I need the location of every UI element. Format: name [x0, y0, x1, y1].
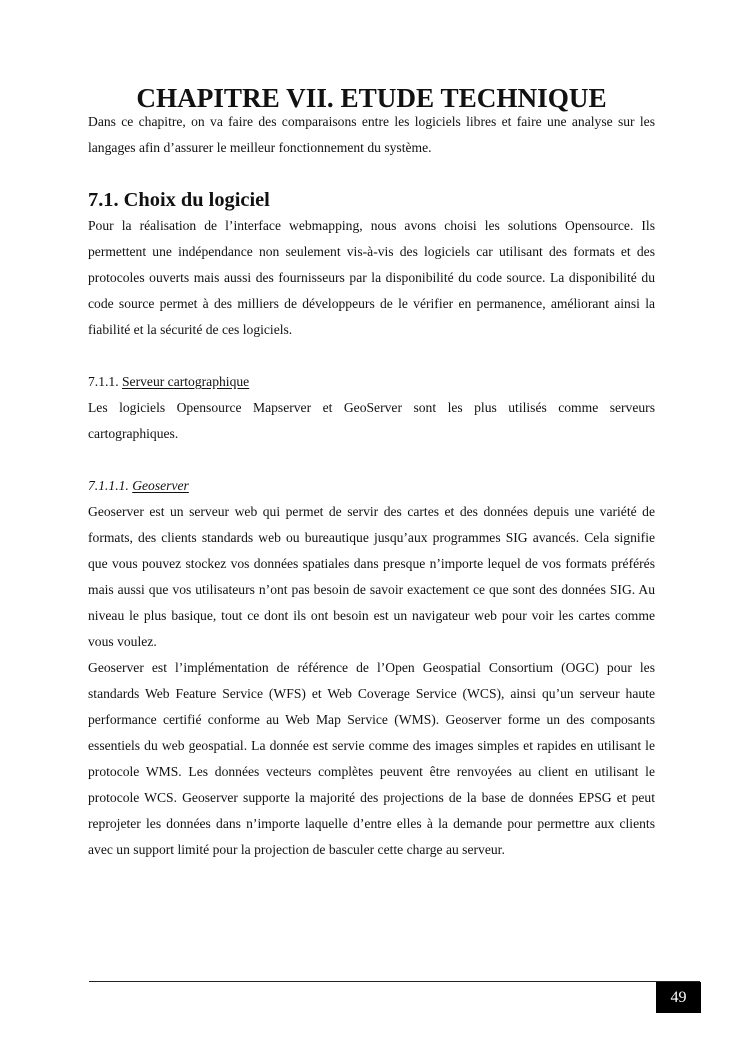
geoserver-paragraph-1: Geoserver est un serveur web qui permet de servir des cartes et des données depuis une variété de formats, des clients standards web ou bureautique jusqu’aux programmes SIG avancés. Cela signifie que vous pouvez stockez vos données spatiales dans presque n’importe lequel de vos formats préférés mais aussi que vos utilisateurs n’ont pas besoin de savoir exactement ce que sont des données SIG. Au niveau le plus basique, tout ce dont ils ont besoin est un navigateur web pour voir les cartes comme vous voulez. [88, 504, 655, 649]
chapter-title: CHAPITRE VII. ETUDE TECHNIQUE [136, 83, 607, 113]
footer-rule [89, 981, 700, 982]
section-7-1-heading: 7.1. Choix du logiciel [88, 189, 270, 211]
section-7-1-1-number: 7.1.1. [88, 374, 119, 389]
section-7-1-1-body: Les logiciels Opensource Mapserver et GeoServer sont les plus utilisés comme serveurs cartographiques. [88, 400, 655, 441]
section-7-1-1-title: Serveur cartographique [122, 374, 250, 389]
section-7-1-1-1-number: 7.1.1.1. [88, 478, 129, 493]
document-page [88, 83, 655, 863]
chapter-intro: Dans ce chapitre, on va faire des comparaisons entre les logiciels libres et faire une analyse sur les langages afin d’assurer le meilleur fonctionnement du système. [88, 114, 655, 155]
section-7-1-1-heading [88, 369, 655, 395]
section-7-1-1-1-heading [88, 473, 655, 499]
section-7-1-body: Pour la réalisation de l’interface webmapping, nous avons choisi les solutions Opensource. Ils permettent une indépendance non seulement vis-à-vis des logiciels car utilisant des formats et des protocoles ouverts mais aussi des fournisseurs par la disponibilité du code source. La disponibilité du code source permet à des milliers de développeurs de le vérifier en permanence, améliorant ainsi la fiabilité et la sécurité de ces logiciels. [88, 218, 655, 337]
section-7-1-1-1-title: Geoserver [132, 478, 189, 493]
page-number: 49 [656, 982, 701, 1013]
geoserver-paragraph-2: Geoserver est l’implémentation de référence de l’Open Geospatial Consortium (OGC) pour les standards Web Feature Service (WFS) et Web Coverage Service (WCS), ainsi qu’un serveur haute performance certifié conforme au Web Map Service (WMS). Geoserver forme un des composants essentiels du web geospatial. La donnée est servie comme des images simples et rapides en utilisant le protocole WMS. Les données vecteurs complètes peuvent être renvoyées au client en utilisant le protocole WCS. Geoserver supporte la majorité des projections de la base de données EPSG et peut reprojeter les données dans n’importe laquelle d’entre elles à la demande pour permettre aux clients avec un support limité pour la projection de basculer cette charge au serveur. [88, 660, 655, 857]
